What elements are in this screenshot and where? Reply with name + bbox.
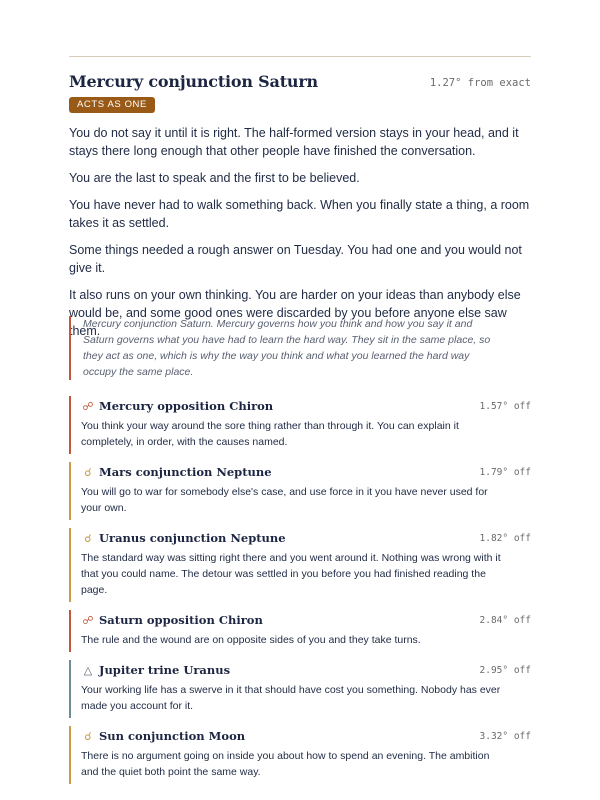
aspect-title: Sun conjunction Moon <box>99 729 246 743</box>
paragraph: You have never had to walk something back. When you finally state a thing, a room takes it as settled. <box>69 198 530 230</box>
aspect-item <box>69 396 531 454</box>
aspect-orb: 2.84° off <box>479 615 531 626</box>
paragraph: You do not say it until it is right. The half-formed version stays in your head, and it stays there long enough that other people have finished the conversation. <box>69 126 519 158</box>
aspect-text: You will go to war for somebody else's case, and use force in it you have never used for your own. <box>81 486 488 514</box>
aspect-title: Uranus conjunction Neptune <box>99 531 286 545</box>
opposition-icon: ☍ <box>82 401 94 413</box>
aspect-title: Mars conjunction Neptune <box>99 465 272 479</box>
conjunction-icon: ☌ <box>84 731 92 743</box>
aspect-orb: 1.82° off <box>479 533 531 544</box>
aspect-title: Saturn opposition Chiron <box>99 613 263 627</box>
aspect-text: Your working life has a swerve in it that should have cost you something. Nobody has ever made you account for it. <box>81 684 501 712</box>
paragraph: It also runs on your own thinking. You are harder on your ideas than anybody else would be, and some good ones were discarded by you before anyone else saw them. <box>69 288 521 338</box>
aspect-list <box>69 396 531 792</box>
aspect-text: There is no argument going on inside you about how to spend an evening. The ambition and the quiet both point the same way. <box>81 750 490 778</box>
explanation-note: Mercury conjunction Saturn. Mercury governs how you think and how you say it and Saturn governs what you have had to learn the hard way. They sit in the same place, so they act as one, which is why the way you think and what you learned the hard way occupy the same place. <box>69 316 493 380</box>
aspect-orb: 2.95° off <box>479 665 531 676</box>
divider <box>69 56 531 57</box>
acts-as-one-badge: ACTS AS ONE <box>69 97 155 113</box>
aspect-orb: 3.32° off <box>479 731 531 742</box>
aspect-title: Mercury opposition Chiron <box>99 399 274 413</box>
aspect-orb: 1.57° off <box>479 401 531 412</box>
paragraph: You are the last to speak and the first to be believed. <box>69 171 360 185</box>
opposition-icon: ☍ <box>82 615 94 627</box>
trine-icon: △ <box>83 665 93 677</box>
aspect-item <box>69 528 531 602</box>
aspect-item <box>69 726 531 784</box>
main-aspect-orb: 1.27° from exact <box>429 77 531 89</box>
aspect-text: The standard way was sitting right there and you went around it. Nothing was wrong with it that you could name. The detour was settled in you before you had finished reading the page. <box>81 552 501 596</box>
main-aspect-header <box>69 72 531 96</box>
conjunction-icon: ☌ <box>84 533 92 545</box>
conjunction-icon: ☌ <box>84 467 92 479</box>
aspect-item <box>69 660 531 718</box>
main-aspect-title: Mercury conjunction Saturn <box>69 72 318 91</box>
aspect-text: You think your way around the sore thing rather than through it. You can explain it completely, in order, with the causes named. <box>81 420 459 448</box>
aspect-text: The rule and the wound are on opposite sides of you and they take turns. <box>81 634 421 646</box>
paragraph: Some things needed a rough answer on Tuesday. You had one and you would not give it. <box>69 243 522 275</box>
aspect-item <box>69 610 531 652</box>
aspect-item <box>69 462 531 520</box>
aspect-title: Jupiter trine Uranus <box>99 663 231 677</box>
aspect-orb: 1.79° off <box>479 467 531 478</box>
